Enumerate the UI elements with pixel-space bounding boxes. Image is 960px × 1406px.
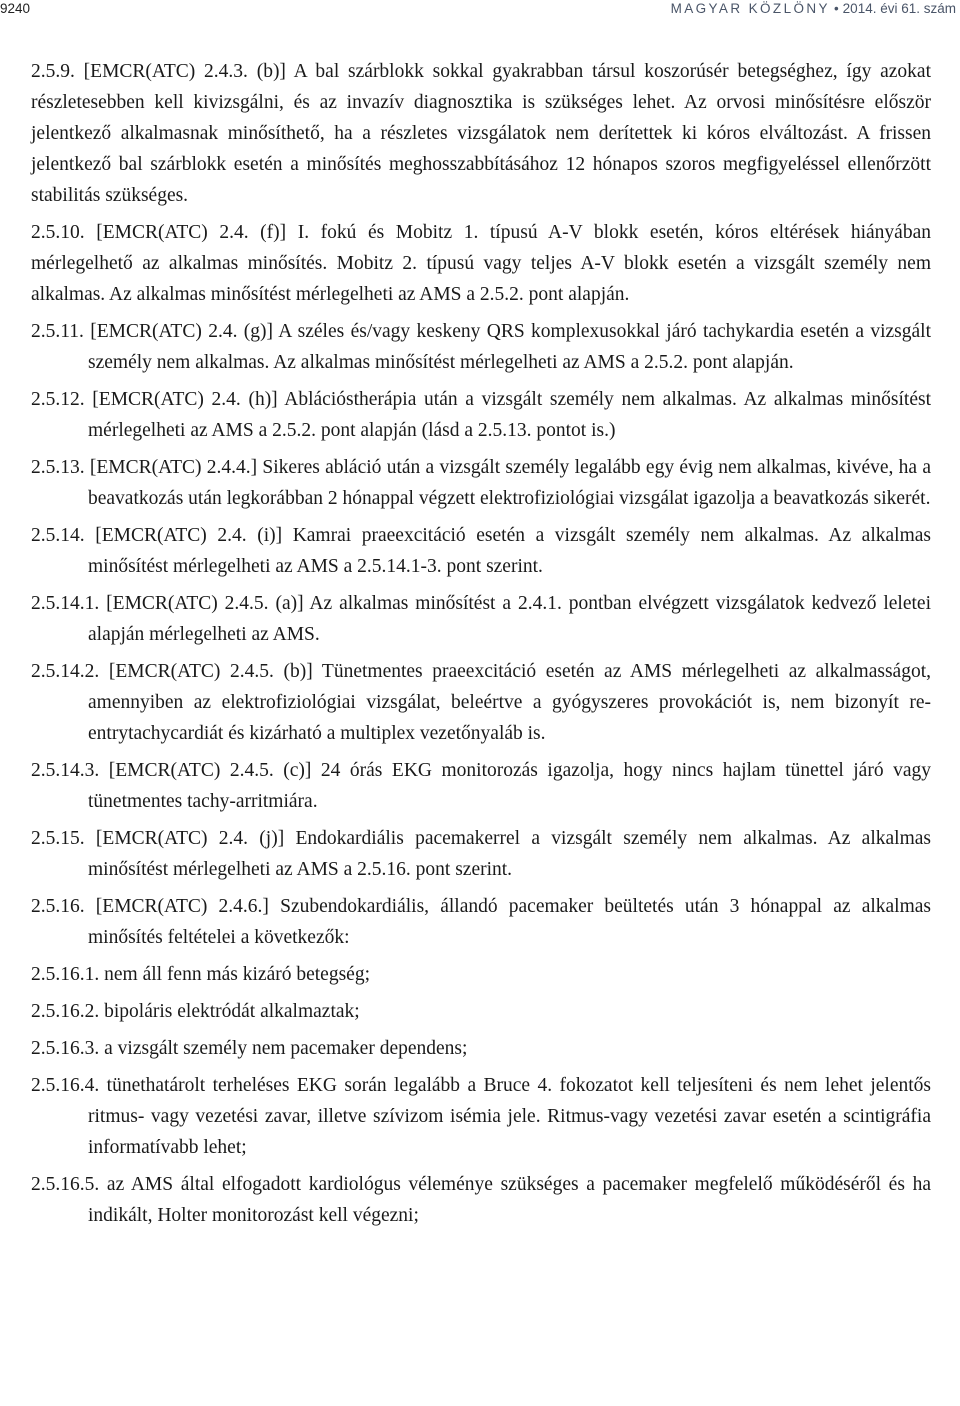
page-number: 9240 [0,1,31,16]
paragraph-2-5-13: 2.5.13. [EMCR(ATC) 2.4.4.] Sikeres abláció után a vizsgált személy legalább egy évig nem alkalmas, kivéve, ha a beavatkozás után legkorábban 2 hónappal végzett elektrofiziológiai vizsgálat igazolja a beavatkozás sikerét. [31,457,931,509]
paragraph-2-5-16-2: 2.5.16.2. bipoláris elektródát alkalmaztak; [31,1001,360,1022]
journal-title: MAGYAR KÖZLÖNY [670,1,830,16]
paragraph-2-5-14-3: 2.5.14.3. [EMCR(ATC) 2.4.5. (c)] 24 órás EKG monitorozás igazolja, hogy nincs hajlam tünettel járó vagy tünetmentes tachy-arritmiára. [31,760,931,812]
paragraph-2-5-16-1: 2.5.16.1. nem áll fenn más kizáró betegség; [31,964,370,985]
paragraph-2-5-14-1: 2.5.14.1. [EMCR(ATC) 2.4.5. (a)] Az alkalmas minősítést a 2.4.1. pontban elvégzett vizsgálatok kedvező leletei alapján mérlegelheti az AMS. [31,593,931,645]
paragraph-2-5-15: 2.5.15. [EMCR(ATC) 2.4. (j)] Endokardiális pacemakerrel a vizsgált személy nem alkalmas. Az alkalmas minősítést mérlegelheti az AMS a 2.5.16. pont szerint. [31,828,931,880]
paragraph-2-5-16: 2.5.16. [EMCR(ATC) 2.4.6.] Szubendokardiális, állandó pacemaker beültetés után 3 hónappal az alkalmas minősítés feltételei a következők: [31,896,931,948]
issue-label: 2014. évi 61. szám [842,1,956,16]
running-title [671,1,956,16]
page-header [0,0,960,20]
paragraph-2-5-12: 2.5.12. [EMCR(ATC) 2.4. (h)] Ablációstherápia után a vizsgált személy nem alkalmas. Az alkalmas minősítést mérlegelheti az AMS a 2.5.2. pont alapján (lásd a 2.5.13. pontot is.) [31,389,931,441]
paragraph-2-5-16-5: 2.5.16.5. az AMS által elfogadott kardiológus véleménye szükséges a pacemaker megfelelő működéséről és ha indikált, Holter monitorozást kell végezni; [31,1174,931,1226]
paragraph-2-5-9: 2.5.9. [EMCR(ATC) 2.4.3. (b)] A bal szárblokk sokkal gyakrabban társul koszorúsér betegséghez, így azokat részletesebben kell kivizsgálni, és az invazív diagnosztika is szükséges lehet. Az orvosi minősítésre először jelentkező alkalmasnak minősíthető, ha a részletes vizsgálatok nem derítettek ki kóros elváltozást. A frissen jelentkező bal szárblokk esetén a minősítés meghosszabbításához 12 hónapos szoros megfigyeléssel ellenőrzött stabilitás szükséges. [31,61,931,206]
paragraph-2-5-16-4: 2.5.16.4. tünethatárolt terheléses EKG során legalább a Bruce 4. fokozatot kell teljesíteni és nem lehet jelentős ritmus- vagy vezetési zavar, illetve szívizom isémia jele. Ritmus-vagy vezetési zavar esetén a scintigráfia informatívabb lehet; [31,1075,931,1158]
paragraph-2-5-10: 2.5.10. [EMCR(ATC) 2.4. (f)] I. fokú és Mobitz 1. típusú A-V blokk esetén, kóros eltérések hiányában mérlegelhető az alkalmas minősítés. Mobitz 2. típusú vagy teljes A-V blokk esetén a vizsgált személy nem alkalmas. Az alkalmas minősítést mérlegelheti az AMS a 2.5.2. pont alapján. [31,222,931,305]
title-separator: • [833,1,839,16]
paragraph-2-5-11: 2.5.11. [EMCR(ATC) 2.4. (g)] A széles és/vagy keskeny QRS komplexusokkal járó tachykardia esetén a vizsgált személy nem alkalmas. Az alkalmas minősítést mérlegelheti az AMS a 2.5.2. pont alapján. [31,321,931,373]
paragraph-2-5-14-2: 2.5.14.2. [EMCR(ATC) 2.4.5. (b)] Tünetmentes praeexcitáció esetén az AMS mérlegelheti az alkalmasságot, amennyiben az elektrofiziológiai vizsgálat, beleértve a gyógyszeres provokációt is, nem bizonyít re-entrytachycardiát és kizárható a multiplex vezetőnyaláb is. [31,661,931,744]
paragraph-2-5-14: 2.5.14. [EMCR(ATC) 2.4. (i)] Kamrai praeexcitáció esetén a vizsgált személy nem alkalmas. Az alkalmas minősítést mérlegelheti az AMS a 2.5.14.1-3. pont szerint. [31,525,931,577]
document-body [31,56,931,1237]
paragraph-2-5-16-3: 2.5.16.3. a vizsgált személy nem pacemaker dependens; [31,1038,468,1059]
